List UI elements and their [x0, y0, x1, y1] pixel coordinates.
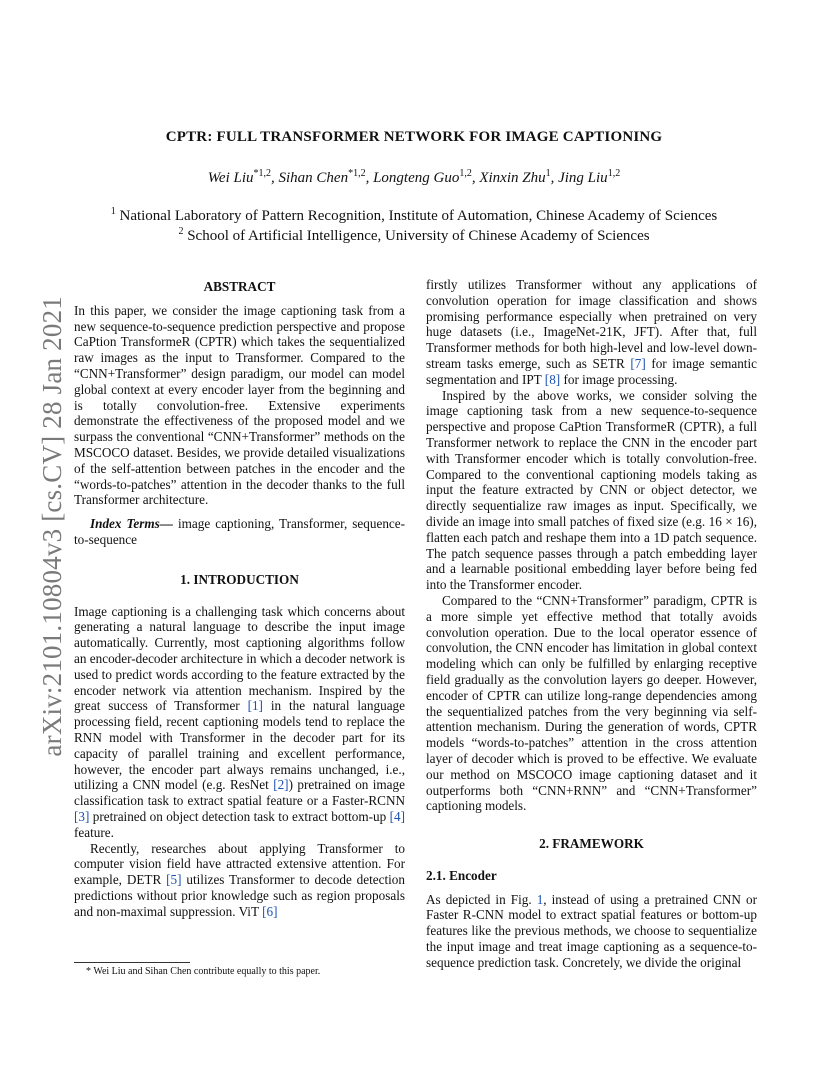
- citation-link[interactable]: [4]: [389, 808, 405, 824]
- author-affil-marker: 1,2: [607, 168, 621, 179]
- author-name: Longteng Guo: [373, 170, 460, 186]
- affiliation-2: [0, 226, 828, 245]
- affiliation-number: 2: [178, 226, 184, 237]
- paper-title: CPTR: FULL TRANSFORMER NETWORK FOR IMAGE CAPTIONING: [165, 129, 663, 145]
- intro-paragraph-2-cont: firstly utilizes Transformer without any applications of convolution operation for image classification and shows promising performance especially when pretrained on very huge datasets (i.e., ImageNet-21K, JFT). After that, full Transformer methods for both high-level and low-level down-stream tasks emerge, such as SETR [7] for image semantic segmentation and IPT [8] for image processing.: [426, 277, 757, 387]
- author-name: Sihan Chen: [278, 170, 349, 186]
- abstract-heading: ABSTRACT: [203, 279, 276, 294]
- author-name: Xinxin Zhu: [479, 170, 546, 186]
- author-name: Jing Liu: [558, 170, 608, 186]
- arxiv-identifier: arXiv:2101.10804v3 [cs.CV] 28 Jan 2021: [37, 296, 67, 757]
- citation-link[interactable]: [1]: [247, 698, 263, 714]
- citation-link[interactable]: [6]: [262, 903, 278, 919]
- citation-link[interactable]: [5]: [166, 872, 182, 888]
- author-affil-marker: *1,2: [348, 168, 366, 179]
- left-column: [74, 279, 405, 919]
- right-column: [426, 277, 757, 971]
- index-terms-label: Index Terms—: [90, 516, 173, 532]
- intro-paragraph-1: Image captioning is a challenging task which concerns about generating a natural language to describe the input image automatically. Currently, most captioning algorithms follow an encoder-decoder architecture in which a decoder network is used to predict words according to the feature extracted by the encoder network via attention mechanism. Inspired by the great success of Transformer [1] in the natural language processing field, recent captioning models tend to replace the RNN model with Transformer in the decoder part for its capacity of parallel training and excellent performance, however, the encoder part always remains unchanged, i.e., utilizing a CNN model (e.g. ResNet [2]) pretrained on image classification task to extract spatial feature or a Faster-RCNN [3] pretrained on object detection task to extract bottom-up [4] feature.: [74, 603, 405, 840]
- author-affil-marker: *1,2: [253, 168, 271, 179]
- citation-link[interactable]: [2]: [273, 777, 289, 793]
- citation-link[interactable]: [3]: [74, 808, 90, 824]
- affiliation-1: [0, 206, 828, 225]
- intro-paragraph-4: Compared to the “CNN+Transformer” paradigm, CPTR is a more simple yet effective method that totally avoids convolution operation. Due to the local operator essence of convolution, the CNN encoder has limitation in global context modeling which can only be fulfilled by enlarging receptive field gradually as the convolution layers go deeper. However, encoder of CPTR can utilize long-range dependencies among the sequentialized patches from the very beginning via self-attention mechanism. During the generation of words, CPTR models “words-to-patches” attention in the cross attention layer of decoder which is proved to be effective. We evaluate our method on MSCOCO image captioning dataset and it outperforms both “CNN+RNN” and “CNN+Transformer” captioning models.: [426, 592, 757, 814]
- encoder-subheading: 2.1. Encoder: [426, 867, 497, 883]
- encoder-paragraph: As depicted in Fig. 1, instead of using a pretrained CNN or Faster R-CNN model to extract spatial features or bottom-up features like the previous methods, we choose to sequentialize the input image and treat image captioning as a sequence-to-sequence prediction task. Concretely, we divide the original: [426, 891, 757, 970]
- affiliation-text: National Laboratory of Pattern Recognition, Institute of Automation, Chinese Academy of Sciences: [119, 208, 718, 224]
- citation-link[interactable]: [7]: [630, 355, 646, 371]
- author-name: Wei Liu: [207, 170, 254, 186]
- citation-link[interactable]: [8]: [544, 371, 561, 387]
- footnote: * Wei Liu and Sihan Chen contribute equally to this paper.: [86, 966, 321, 977]
- framework-heading: 2. FRAMEWORK: [539, 836, 644, 852]
- affiliation-number: 1: [110, 206, 116, 217]
- abstract-text: In this paper, we consider the image captioning task from a new sequence-to-sequence prediction perspective and propose CaPtion TransformeR (CPTR) which takes the sequentialized raw images as the input to Transformer. Compared to the “CNN+Transformer” design paradigm, our model can model global context at every encoder layer from the beginning and is totally convolution-free. Extensive experiments demonstrate the effectiveness of the proposed model and we surpass the conventional “CNN+Transformer” methods on the MSCOCO dataset. Besides, we provide detailed visualizations of the self-attention between patches in the encoder and the “words-to-patches” attention in the decoder thanks to the full Transformer architecture.: [74, 302, 405, 508]
- index-terms: [74, 516, 405, 548]
- footnote-divider: [74, 962, 190, 963]
- affiliation-text: School of Artificial Intelligence, University of Chinese Academy of Sciences: [187, 228, 650, 244]
- index-terms-text: image captioning, Transformer, sequence-to-sequence: [74, 516, 406, 547]
- author-affil-marker: 1,2: [459, 168, 472, 179]
- author-list: Wei Liu$^{*1,2}$, Sihan Chen$^{*1,2}$, Longteng Guo$^{1,2}$, Xinxin Zhu$^1$, Jing Liu$^{1,2}$: [207, 168, 621, 186]
- intro-paragraph-3: Inspired by the above works, we consider solving the image captioning task from a new sequence-to-sequence perspective and propose CaPtion TransformeR (CPTR), a full Transformer network to replace the CNN in the encoder part with Transformer encoder which is totally convolution-free. Compared to the conventional captioning models taking as input the feature extracted by CNN or object detector, we directly sequentialize raw images as input. Specifically, we divide an image into small patches of fixed size (e.g. 16 × 16), flatten each patch and reshape them into a 1D patch sequence. The patch sequence passes through a patch embedding layer and a learnable positional embedding layer before being fed into the Transformer encoder.: [426, 387, 757, 593]
- intro-paragraph-2: Recently, researches about applying Transformer to computer vision field have attracted extensive attention. For example, DETR [5] utilizes Transformer to decode detection predictions without prior knowledge such as region proposals and non-maximal suppression. ViT [6]: [74, 840, 405, 919]
- introduction-heading: 1. INTRODUCTION: [180, 571, 299, 587]
- figure-link[interactable]: 1: [536, 891, 544, 907]
- author-affil-marker: 1: [545, 168, 551, 179]
